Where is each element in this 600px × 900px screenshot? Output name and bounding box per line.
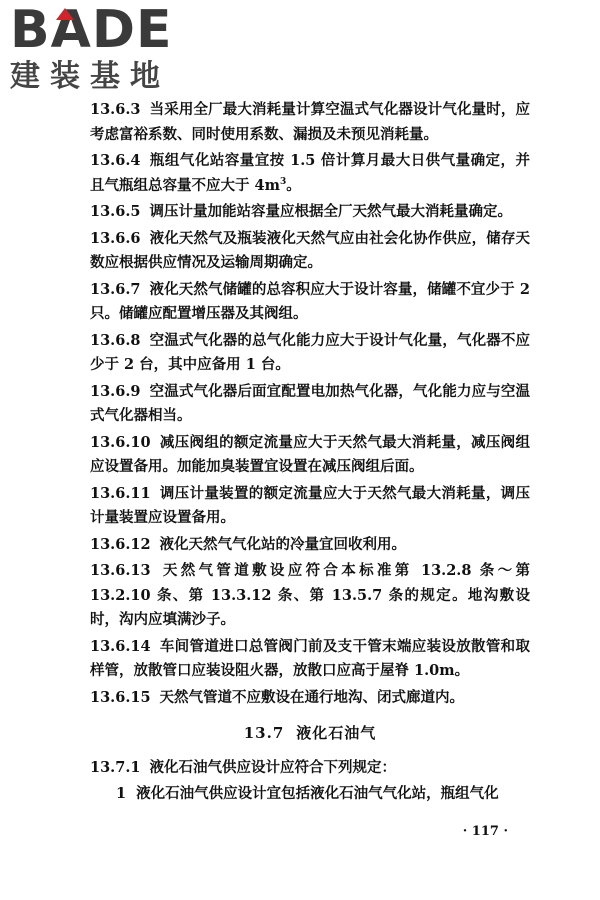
logo-accent-triangle — [56, 8, 74, 20]
clause-13-6-15 — [90, 686, 530, 711]
section-title-text: 液化石油气 — [296, 724, 377, 742]
document-body — [90, 98, 530, 808]
clause-13-6-7 — [90, 278, 530, 327]
section-number: 13.7 — [243, 724, 285, 742]
clause-number: 13.6.9 — [90, 382, 141, 400]
item-number: 1 — [116, 785, 127, 802]
bade-logo — [10, 2, 180, 98]
clause-13-7-1 — [90, 756, 530, 781]
clause-number: 13.6.6 — [90, 229, 141, 247]
section-heading — [90, 722, 530, 746]
clause-13-6-8 — [90, 329, 530, 378]
clause-13-6-12 — [90, 533, 530, 558]
clause-13-6-11 — [90, 482, 530, 531]
clause-text: 车间管道进口总管阀门前及支干管末端应装设放散管和取样管，放散管口应装设阻火器，放散口应高于屋脊 1.0m。 — [90, 637, 530, 679]
clause-number: 13.6.11 — [90, 484, 151, 502]
clause-text: 液化天然气储罐的总容积应大于设计容量，储罐不宜少于 2 只。储罐应配置增压器及其阀组。 — [90, 280, 530, 322]
clause-13-6-10 — [90, 431, 530, 480]
page-number: · 117 · — [462, 824, 508, 839]
clause-number: 13.6.12 — [90, 535, 151, 553]
clause-text: 空温式气化器后面宜配置电加热气化器，气化能力应与空温式气化器相当。 — [90, 382, 530, 424]
clause-text: 瓶组气化站容量宜按 1.5 倍计算月最大日供气量确定，并且气瓶组总容量不应大于 4m — [90, 152, 530, 194]
superscript: 3 — [279, 176, 287, 187]
clause-text: 液化天然气及瓶装液化天然气应由社会化协作供应，储存天数应根据供应情况及运输周期确定。 — [90, 229, 530, 271]
clause-13-6-13 — [90, 559, 530, 633]
clause-text: 天然气管道敷设应符合本标准第 13.2.8 条～第 13.2.10 条、第 13.3.12 条、第 13.5.7 条的规定。地沟敷设时，沟内应填满沙子。 — [90, 562, 530, 628]
clause-text: 液化石油气供应设计应符合下列规定： — [149, 758, 396, 776]
clause-number: 13.6.8 — [90, 331, 141, 349]
clause-number: 13.6.10 — [90, 433, 151, 451]
clause-13-6-14 — [90, 635, 530, 684]
clause-13-6-9 — [90, 380, 530, 429]
clause-number: 13.6.14 — [90, 637, 151, 655]
clause-13-6-4 — [90, 149, 530, 198]
clause-text-tail: 。 — [286, 176, 301, 194]
list-item-1 — [116, 782, 530, 806]
clause-13-6-5 — [90, 200, 530, 225]
clause-number: 13.7.1 — [90, 758, 141, 776]
item-text: 液化石油气供应设计宜包括液化石油气气化站，瓶组气化 — [136, 785, 499, 802]
clause-number: 13.6.13 — [90, 562, 151, 579]
clause-number: 13.6.4 — [90, 152, 141, 169]
logo-subtitle: 建装基地 — [10, 59, 170, 94]
clause-number: 13.6.3 — [90, 101, 141, 118]
clause-text: 调压计量加能站容量应根据全厂天然气最大消耗量确定。 — [149, 203, 512, 220]
logo-wordmark: BADE — [10, 0, 173, 60]
clause-number: 13.6.5 — [90, 203, 141, 220]
clause-text: 空温式气化器的总气化能力应大于设计气化量，气化器不应少于 2 台，其中应备用 1 台。 — [90, 331, 530, 373]
clause-number: 13.6.7 — [90, 280, 141, 298]
clause-text: 当采用全厂最大消耗量计算空温式气化器设计气化量时，应考虑富裕系数、同时使用系数、漏损及未预见消耗量。 — [90, 101, 530, 143]
clause-13-6-6 — [90, 227, 530, 276]
clause-text: 减压阀组的额定流量应大于天然气最大消耗量，减压阀组应设置备用。加能加臭装置宜设置在减压阀组后面。 — [90, 433, 530, 475]
clause-13-6-3 — [90, 98, 530, 147]
clause-text: 液化天然气气化站的冷量宜回收利用。 — [159, 535, 407, 553]
clause-text: 天然气管道不应敷设在通行地沟、闭式廊道内。 — [159, 688, 465, 706]
clause-text: 调压计量装置的额定流量应大于天然气最大消耗量，调压计量装置应设置备用。 — [90, 484, 530, 526]
clause-number: 13.6.15 — [90, 688, 151, 706]
